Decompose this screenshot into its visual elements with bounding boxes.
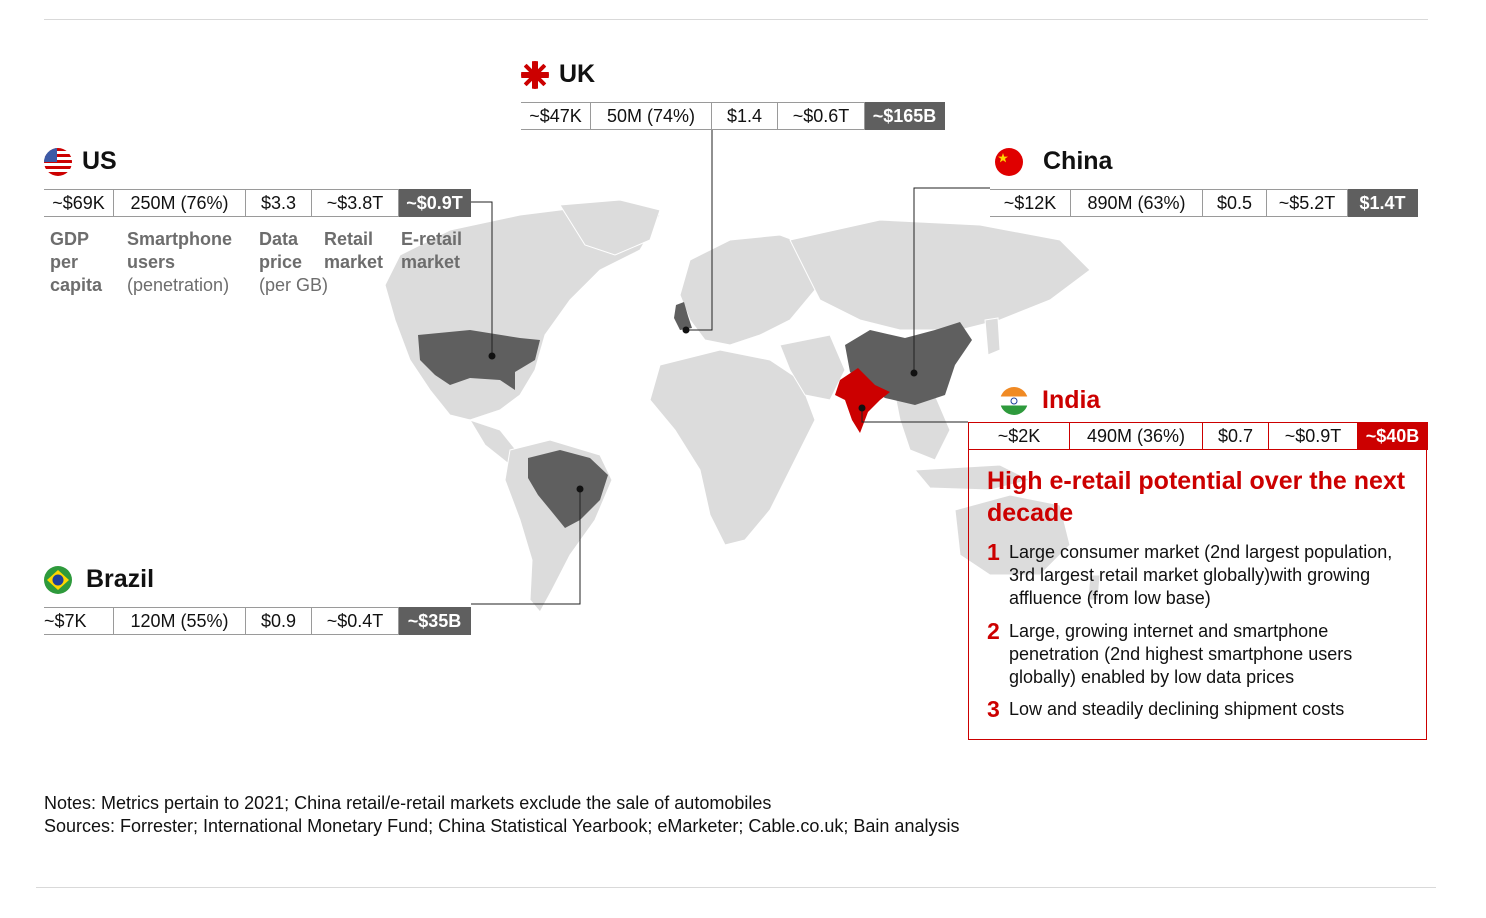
asia-landmass xyxy=(790,220,1090,330)
us-name: US xyxy=(82,147,117,175)
brazil-smartphone: 120M (55%) xyxy=(114,607,246,635)
metric-label-eretail-bold: E-retail market xyxy=(401,229,463,272)
china-name: China xyxy=(1043,147,1113,175)
india-point-3-num: 3 xyxy=(987,696,1000,722)
us-data-price: $3.3 xyxy=(246,189,312,217)
india-smartphone: 490M (36%) xyxy=(1070,422,1203,450)
china-retail: ~$5.2T xyxy=(1267,189,1348,217)
china-smartphone: 890M (63%) xyxy=(1071,189,1203,217)
metric-label-smartphone xyxy=(127,228,252,297)
metric-label-smartphone-bold: Smartphone users xyxy=(127,229,233,272)
brazil-stats xyxy=(44,607,471,635)
china-flag-icon xyxy=(995,148,1023,176)
uk-data-price: $1.4 xyxy=(712,102,778,130)
india-gdp: ~$2K xyxy=(969,422,1070,450)
metric-label-eretail xyxy=(401,228,471,274)
brazil-dot xyxy=(577,486,584,493)
metric-label-data-price-bold: Data price xyxy=(259,229,303,272)
india-dot xyxy=(859,405,866,412)
india-headline: High e-retail potential over the next decade xyxy=(987,467,1406,527)
notes-text: Notes: Metrics pertain to 2021; China retail/e-retail markets exclude the sale of automobiles xyxy=(44,793,772,813)
china-dot xyxy=(911,370,918,377)
metric-label-retail-bold: Retail market xyxy=(324,229,384,272)
uk-dot xyxy=(683,327,690,334)
us-retail: ~$3.8T xyxy=(312,189,399,217)
us-gdp: ~$69K xyxy=(44,189,114,217)
uk-gdp: ~$47K xyxy=(521,102,591,130)
us-dot xyxy=(489,353,496,360)
india-point-2-num: 2 xyxy=(987,618,1000,644)
southeast-asia-landmass xyxy=(895,395,950,460)
china-data-price: $0.5 xyxy=(1203,189,1267,217)
footnotes xyxy=(44,792,959,838)
metric-label-data-price xyxy=(259,228,329,297)
japan-landmass xyxy=(985,318,1000,355)
china-title xyxy=(995,147,1112,176)
india-callout xyxy=(968,422,1427,740)
india-flag-icon xyxy=(1000,387,1028,415)
china-eretail: $1.4T xyxy=(1348,189,1418,217)
uk-retail: ~$0.6T xyxy=(778,102,865,130)
metric-label-smartphone-light: (penetration) xyxy=(127,275,230,295)
china-gdp: ~$12K xyxy=(990,189,1071,217)
metric-label-gdp xyxy=(50,228,120,297)
us-smartphone: 250M (76%) xyxy=(114,189,246,217)
brazil-data-price: $0.9 xyxy=(246,607,312,635)
india-point-2-text: Large, growing internet and smartphone penetration (2nd highest smartphone users globally) enabled by low data prices xyxy=(1009,621,1353,687)
us-title xyxy=(44,147,117,176)
brazil-gdp: ~$7K xyxy=(44,607,114,635)
india-point-3 xyxy=(987,698,1417,721)
us-eretail: ~$0.9T xyxy=(399,189,471,217)
brazil-name: Brazil xyxy=(86,565,155,593)
brazil-flag-icon xyxy=(44,566,72,594)
india-point-1-text: Large consumer market (2nd largest population, 3rd largest retail market globally)with growing affluence (from low base) xyxy=(1009,542,1393,608)
india-point-2 xyxy=(987,620,1417,689)
uk-name: UK xyxy=(559,60,596,88)
uk-eretail: ~$165B xyxy=(865,102,945,130)
uk-smartphone: 50M (74%) xyxy=(591,102,712,130)
india-name: India xyxy=(1042,386,1101,414)
india-point-3-text: Low and steadily declining shipment costs xyxy=(1009,699,1345,719)
metric-label-data-price-light: (per GB) xyxy=(259,275,329,295)
india-data-price: $0.7 xyxy=(1203,422,1269,450)
us-flag-icon xyxy=(44,148,72,176)
metric-label-retail xyxy=(324,228,390,274)
india-title xyxy=(1000,386,1100,415)
uk-stats xyxy=(521,102,945,130)
metric-label-gdp-bold: GDP per capita xyxy=(50,229,103,295)
uk-flag-icon xyxy=(521,61,549,89)
africa-landmass xyxy=(650,350,815,545)
brazil-eretail: ~$35B xyxy=(399,607,471,635)
india-point-1-num: 1 xyxy=(987,539,1000,565)
brazil-retail: ~$0.4T xyxy=(312,607,399,635)
china-stats xyxy=(990,189,1418,217)
india-point-1 xyxy=(987,541,1417,610)
uk-title xyxy=(521,60,595,89)
us-stats xyxy=(44,189,471,217)
india-retail: ~$0.9T xyxy=(1269,422,1358,450)
india-eretail: ~$40B xyxy=(1358,422,1428,450)
brazil-title xyxy=(44,565,154,594)
sources-text: Sources: Forrester; International Monetary Fund; China Statistical Yearbook; eMarketer; Cable.co.uk; Bain analysis xyxy=(44,816,960,836)
